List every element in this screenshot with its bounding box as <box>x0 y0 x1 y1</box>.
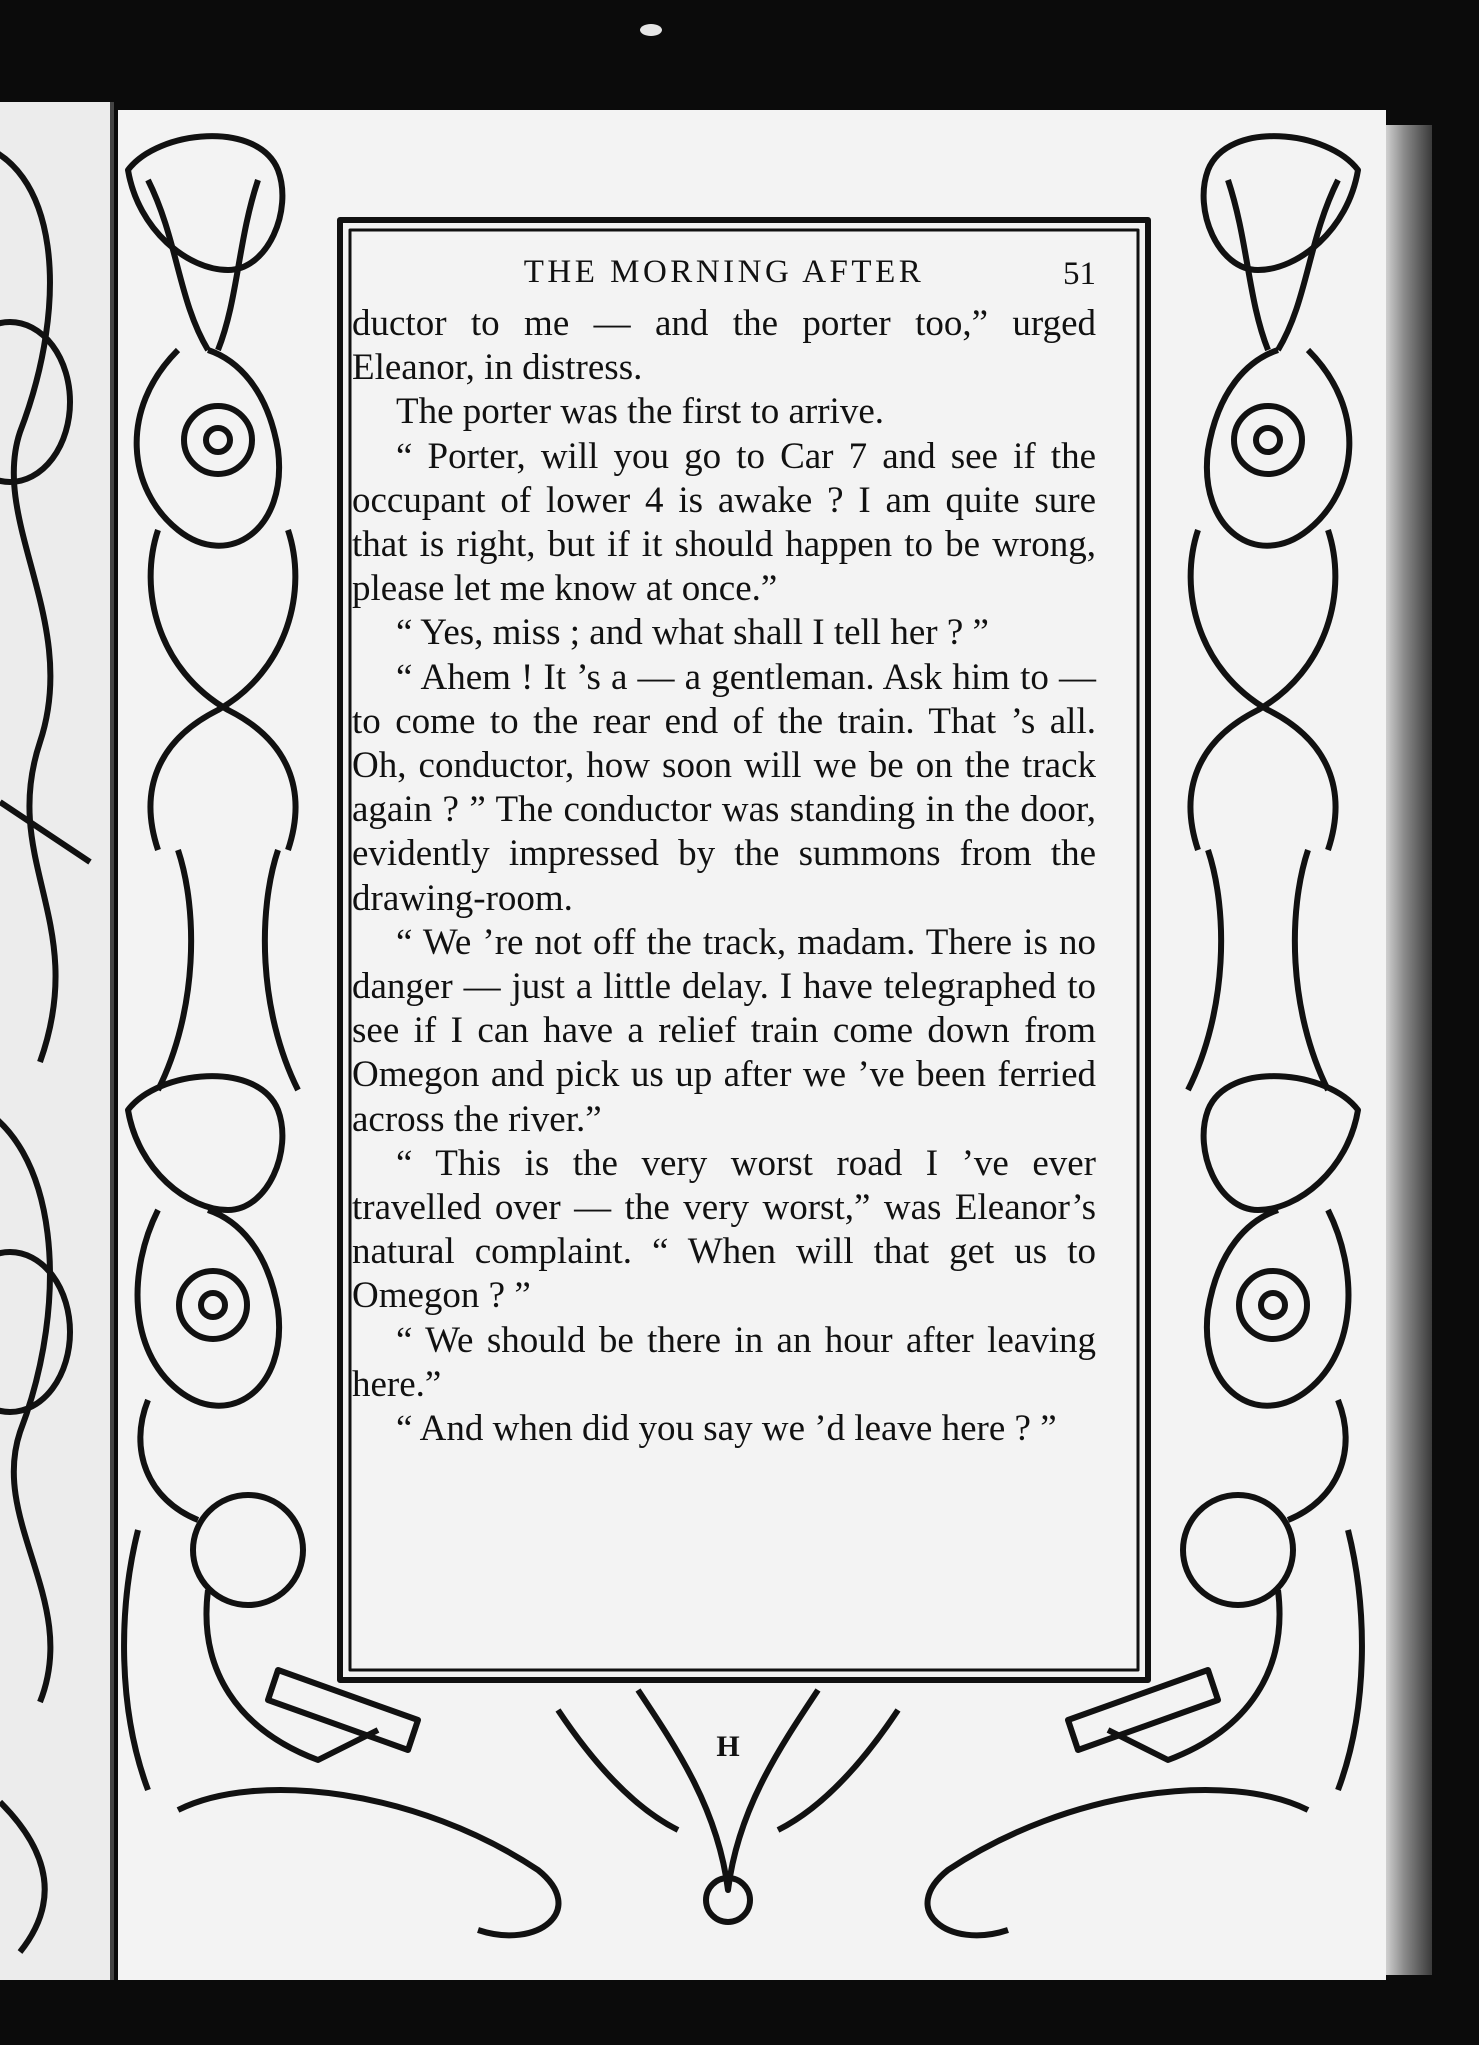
paragraph: “ And when did you say we ’d leave here ? ” <box>396 1408 1057 1450</box>
running-head <box>352 244 1096 302</box>
page-edge-shadow <box>1386 125 1432 1975</box>
text-block <box>352 244 1096 1534</box>
paragraph: “ Yes, miss ; and what shall I tell her ? ” <box>396 612 989 654</box>
bottom-ornament <box>124 1495 1362 1935</box>
paragraph: ductor to me — and the porter too,” urged Eleanor, in distress. <box>352 303 1096 389</box>
facing-page-ornament <box>0 102 110 1980</box>
paragraph: “ Ahem ! It ’s a — a gentleman. Ask him to — to come to the rear end of the train. That ’s all. Oh, conductor, how soon will we be on the track again ? ” The conductor was standing in the door, evidently impressed by the summons from the drawing-room. <box>352 656 1096 919</box>
monogram: H <box>716 1730 740 1763</box>
paragraph: “ We ’re not off the track, madam. There is no danger — just a little delay. I have telegraphed to see if I can have a relief train come down from Omegon and pick us up after we ’ve been ferried across the river.” <box>352 921 1096 1140</box>
paragraph: “ We should be there in an hour after leaving here.” <box>352 1319 1096 1405</box>
facing-page-edge <box>0 102 114 1980</box>
left-column-ornament <box>128 136 298 1520</box>
right-column-ornament <box>1188 136 1358 1520</box>
paragraph: “ Porter, will you go to Car 7 and see if the occupant of lower 4 is awake ? I am quite sure that is right, but if it should happen to be wrong, please let me know at once.” <box>352 435 1096 610</box>
running-title: THE MORNING AFTER <box>523 254 925 290</box>
page-number: 51 <box>1063 256 1096 292</box>
book-page <box>118 110 1386 1980</box>
scan-dust-mark <box>640 24 662 36</box>
paragraph: The porter was the first to arrive. <box>396 391 885 433</box>
paragraph: “ This is the very worst road I ’ve ever travelled over — the very worst,” was Eleanor’s natural complaint. “ When will that get us to Omegon ? ” <box>352 1142 1096 1317</box>
